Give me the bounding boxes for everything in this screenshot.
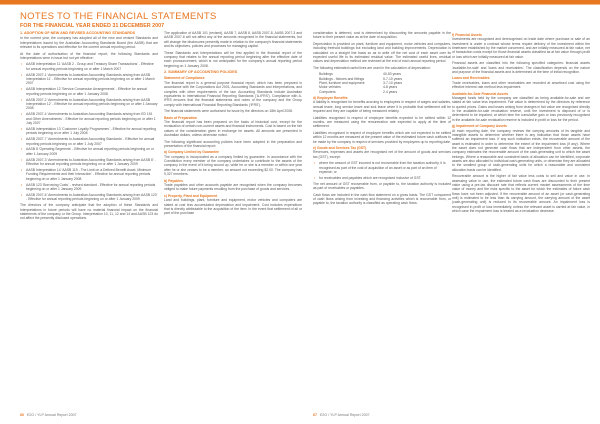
list-item: • AASB 2007-3 'Amendments to Australian Accounting Standards arising from AASB 8' - Effective for annual reporting periods beginning on or after 1 January 2009 — [20, 158, 158, 167]
paragraph: Managed funds held by the company are classified as being available-for-sale and are stated at fair value less impairment. Fair value is determined by the directors by reference to quoted prices. Gains and losses arising from changes in fair value are recognised directly in the available-for-sale revaluation reserve, until the investment is disposed of or is determined to be impaired, at which time the cumulative gain or loss previously recognised in the available-for-sale revaluation reserve is included in profit or loss for the period. — [452, 96, 590, 122]
column-3 — [313, 31, 451, 409]
paragraph: The following significant accounting policies have been adopted in the preparation and presentation of the financial report: — [164, 139, 302, 148]
subheading: a) Company Limited by Guarantee — [164, 150, 220, 155]
subheading: c) Property, Plant and Equipment — [164, 193, 218, 198]
page-number: 67 — [313, 413, 317, 417]
subheading: f) Financial Assets — [452, 33, 482, 37]
section-heading-2: 2. SUMMARY OF ACCOUNTING POLICIES — [164, 70, 238, 75]
rate-label: Buildings - fixtures and fittings — [319, 76, 365, 81]
subheading: d) Employee Benefits — [313, 96, 348, 101]
depreciation-table — [313, 72, 451, 94]
column-2 — [164, 31, 302, 409]
rate-value: 40-50 years — [383, 72, 401, 77]
paragraph: The application of AASB 101 (revised), AASB 7, AASB 8, AASB 2007-8, AASB 2007-3 and AASB 2007-6 will not affect any of the amounts recognised in the financial statements, but will change the disclosures presently made in relation to the company's financial statements and its objectives, policies and processes for managing capital. — [164, 31, 302, 49]
list-item: • AASB 123 'Borrowing Costs' - revised standard - Effective for annual reporting periods beginning on or after 1 January 2009 — [20, 183, 158, 192]
paragraph: These Standards and Interpretations will be first applied in the financial report of the company that relates to the annual reporting period beginning after the effective date of each pronouncement, which is not anticipated for the company's annual reporting period beginning on 1 January 2008. — [164, 50, 302, 68]
subheading: Statement of Compliance — [164, 76, 205, 81]
list-item: • for receivables and payables which are recognised inclusive of GST. — [313, 176, 451, 180]
paragraph: Trade payables and other accounts payable are recognised when the company becomes obliged to make future payments resulting from the purchase of goods and services. — [164, 182, 302, 192]
list-item: • AASB Interpretation 12 'Service Concession Arrangements' - Effective for annual reporting periods beginning on or after 1 January 2008 — [20, 87, 158, 96]
paragraph: Liabilities recognised in respect of employee benefits which are not expected to be settled within 12 months are measured at the present value of the estimated future cash outflows to be made by the company in respect of services provided by employees up to reporting date. — [313, 130, 451, 144]
page-subtitle: FOR THE FINANCIAL YEAR ENDED 31 DECEMBER 2007 — [20, 23, 165, 29]
rate-value: 2-4 years — [383, 89, 398, 94]
paragraph: Investments are recognised and derecognised on trade date where purchase or sale of an investment is under a contract whose terms require delivery of the investment within the timeframe established by the market concerned, and are initially measured at fair value, net of transaction costs except for those financial assets classified as at fair value through profit or loss which are initially measured at fair value. — [452, 37, 590, 59]
column-4 — [452, 31, 590, 409]
list-item: • AASB 2007-4 'Amendments to Australian Accounting Standards arising from ED 151 and Other Amendments' - Effective for annual reporting periods beginning on or after 1 July 2007 — [20, 112, 158, 125]
list-item: • AASB 2007-1 'Amendments to Australian Accounting Standards arising from AASB Interpretation 11' - Effective for annual reporting periods beginning on or after 1 March 2007 — [20, 73, 158, 86]
paragraph: The financial report has been prepared on the basis of historical cost, except for the revaluation of certain non-current assets and financial instruments. Cost is based on the fair values of the consideration given in exchange for assets. All amounts are presented in Australian dollars, unless otherwise noted. — [164, 119, 302, 137]
paragraph: The financial statements were authorised for issue by the directors on 18th April 2008. — [164, 109, 293, 114]
paragraph: Cash flows are included in the cash flow statement on a gross basis. The GST component of cash flows arising from investing and financing activities which is recoverable from, or payable to, the taxation authority is classified as operating cash flows. — [313, 192, 451, 206]
section-heading-1: 1. ADOPTION OF NEW AND REVISED ACCOUNTING STANDARDS — [20, 31, 136, 35]
list-item: • AASB Interpretation 11 'AASB 2 - Group and Treasury Share Transactions' - Effective for annual reporting periods beginning on or after 1 March 2007 — [20, 62, 158, 71]
paragraph: At the date of authorisation of the financial report, the following Standards and Interpretations were in issue but not yet effective: — [20, 51, 158, 60]
list-item: • AASB Interpretation 13 'Customer Loyalty Programmes' - Effective for annual reporting periods beginning on or after 1 July 2008 — [20, 127, 158, 136]
paragraph: Depreciation is provided on plant, furniture and equipment, motor vehicles and computers, including freehold buildings but excluding land and building improvements. Depreciation is calculated on a straight line basis so as to write off the net cost of each asset over its expected useful life to its estimated residual value. The estimated useful lives, residual values and depreciation method are reviewed at the end of each annual reporting period. — [313, 41, 451, 64]
footer-text: E2O / YLP Annual Report 2007 — [27, 413, 77, 417]
paragraph: Land and buildings, plant, furniture and equipment, motor vehicles and computers are stated at cost less accumulated depreciation and impairment. Cost includes expenditure that is directly attributable to the acquisition of the item. In the event that settlement of all or part of the purchase — [164, 198, 302, 216]
footer-right — [313, 413, 370, 417]
paragraph: The company is incorporated as a company limited by guarantee. In accordance with the Constitution every member of the company undertakes to contribute to the assets of the company in the event of it being wound up, while he or she is a member or within one year after he or she ceases to be a member, an amount not exceeding $2.00. The company has 9,327 members. — [164, 154, 302, 177]
paragraph: Liabilities recognised in respect of employee benefits expected to be settled within 12 months, are measured using the remuneration rate expected to apply at the time of settlement. — [313, 115, 451, 129]
paragraph: consideration is deferred, cost is determined by discounting the amounts payable in the future to their present value as at the date of acquisition. — [313, 31, 451, 40]
footer-text: E2O / YLP Annual Report 2007 — [320, 413, 370, 417]
rate-value: 4-8 years — [383, 85, 398, 90]
rate-label: Motor vehicles — [319, 85, 341, 90]
paragraph: At each reporting date, the company reviews the carrying amounts of its tangible and intangible assets to determine whether there is any indication that those assets have suffered an impairment loss. If any such indication exists, the recoverable amount of the asset is estimated in order to determine the extent of the impairment loss (if any). Where the asset does not generate cash flows that are independent from other assets, the company estimates the recoverable amount of the cash-generating unit to which the asset belongs. Where a reasonable and consistent basis of allocation can be identified, corporate assets are also allocated to individual cash-generating units, or otherwise they are allocated to the smallest group of cash-generating units for which a reasonable and consistent allocation basis can be identified. — [452, 128, 590, 172]
rate-value: 3-7-10 years — [383, 81, 403, 85]
list-item: • AASB 2007-2 'Amendments to Australian Accounting Standards arising from AASB Interpretation 12' - Effective for annual reporting periods beginning on or after 1 January 2008 — [20, 98, 158, 111]
subheading: Basis of Preparation — [164, 115, 197, 120]
paragraph: The directors of the company anticipate that the adoption of these Standards and Interpretations in future periods will have no material financial impact on the financial statements of the company or the Group. Interpretation 10, 11, 12 and 14 and AASB 123 do not affect the presently disclosed operations. — [20, 203, 158, 221]
subheading: b) Payables — [164, 178, 183, 183]
column-1 — [20, 31, 158, 409]
footer-left — [20, 413, 77, 417]
paragraph: Financial assets are classified into the following specified categories: financial assets 'available-for-sale' and 'loans and receivables'. The classification depends on the nature and purpose of the financial assets and is determined at the time of initial recognition. — [452, 61, 590, 74]
list-item: • AASB 2007-6 'Amendments to Australian Accounting Standards arising from AASB 123' - Effective for annual reporting periods beginning on or after 1 January 2009 — [20, 193, 158, 202]
list-item: • AASB 8 'Operating Segments' - Effective for annual reporting periods beginning on or after 1 January 2009 — [20, 147, 158, 156]
list-item: • AASB 2007-7 'Amendments to Australian Accounting Standards' - Effective for annual reporting periods beginning on or after 1 July 2007 — [20, 137, 158, 146]
paragraph: Revenues, expenses and assets are recognised net of the amount of goods and services tax (GST), except: — [313, 150, 451, 159]
rate-label: Buildings — [319, 72, 333, 77]
subheading: Available-for-Sale Financial Assets — [452, 91, 509, 96]
page-number: 66 — [20, 413, 24, 417]
paragraph: The following estimated useful lives are used in the calculation of depreciation: — [313, 65, 431, 70]
subheading: Loans and Receivables — [452, 76, 490, 81]
subheading: e) Goods and Services Tax (GST) — [313, 146, 367, 151]
paragraph: Recoverable amount is the higher of fair value less costs to sell and value in use. In assessing value in use, the estimated future cash flows are discounted to their present value using a pre-tax discount rate that reflects current market assessments of the time value of money and the risks specific to the asset for which the estimates of future cash flows have not been adjusted. If the recoverable amount of an asset (or cash-generating unit) is estimated to be less than its carrying amount, the carrying amount of the asset (cash-generating unit) is reduced to its recoverable amount. An impairment loss is recognised in profit or loss immediately, unless the relevant asset is carried at fair value, in which case the impairment loss is treated as a revaluation decrease. — [452, 174, 590, 213]
paragraph: In the current year, the company has adopted all of the new and revised Standards and Interpretations issued by the Australian Accounting Standards Board (the AASB) that are relevant to its operations and effective for the current annual reporting period. — [20, 36, 158, 50]
paragraph: The net amount of GST recoverable from, or payable to, the taxation authority is included as part of receivables or payables. — [313, 181, 451, 191]
paragraph: Trade receivables, loans and other receivables are recorded at amortised cost using the effective interest rate method less impairment. — [452, 80, 590, 90]
page-title: NOTES TO THE FINANCIAL STATEMENTS — [20, 11, 217, 22]
subheading: g) Impairment of Company Assets — [452, 124, 507, 129]
rate-value: 5-7-10 years — [383, 76, 403, 81]
rate-label: Plant, furniture and equipment — [319, 81, 365, 85]
rate-label: Computers — [319, 89, 336, 94]
list-item: • AASB Interpretation 14 'AASB 119 - The Limit on a Defined Benefit Asset, Minimum Funding Requirements and their Interaction' - Effective for annual reporting periods beginning on or after 1 January 2008 — [20, 168, 158, 181]
paragraph: The financial report is a general purpose financial report, which has been prepared in accordance with the Corporations Act 2001, Accounting Standards and Interpretations, and complies with other requirements of the law. Accounting Standards include Australian equivalents to International Financial Reporting Standards ('A-IFRS'). Compliance with A-IFRS ensures that the financial statements and notes of the company and the Group comply with International Financial Reporting Standards ('IFRS'). — [164, 80, 302, 107]
top-accent-line — [0, 4, 600, 5]
paragraph: A liability is recognised for benefits accruing to employees in respect of wages and salaries, annual leave, long service leave and sick leave when it is probable that settlement will be required and they are capable of being measured reliably. — [313, 100, 451, 114]
list-item: • where the amount of GST incurred is not recoverable from the taxation authority, it is recognised as part of the cost of acquisition of an asset or as part of an item of expense; or — [313, 161, 451, 174]
